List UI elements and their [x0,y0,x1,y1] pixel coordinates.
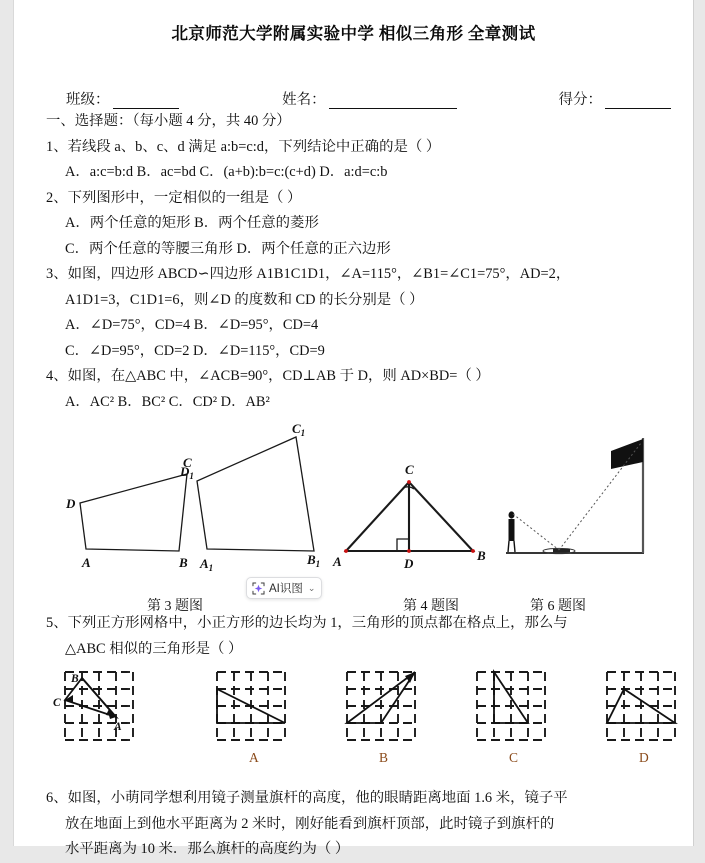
question-2-stem: 2、下列图形中，一定相似的一组是（ ） [46,189,302,206]
figure-3-quadrilateral-abcd [80,474,187,551]
questions-block [14,109,693,415]
question-6-stem-line1: 6、如图，小萌同学想利用镜子测量旗杆的高度，他的眼睛距离地面 1.6 米，镜子平 [46,790,568,806]
grid-ref-label-B: B [71,673,79,685]
question-3-stem-line1: 3、如图，四边形 ABCD∽四边形 A1B1C1D1，∠A=115°，∠B1=∠C1=75°，AD=2， [46,266,571,282]
grid-option-d[interactable] [607,672,675,740]
page-title: 北京师范大学附属实验中学 相似三角形 全章测试 [171,24,536,43]
ai-recognize-image-label: AI识图 [269,583,303,595]
figure-4-caption: 第 4 题图 [403,599,459,614]
question-6-stem-line3: 水平距离为 10 米．那么旗杆的高度约为（ ） [65,841,350,857]
figure-4-triangle-abc [346,482,473,551]
field-name[interactable] [282,88,457,109]
question-4-options[interactable]: A．AC² B．BC² C．CD² D．AB² [65,393,270,410]
fig4-label-B: B [477,548,486,563]
question-2-options-row2[interactable]: C．两个任意的等腰三角形 D．两个任意的正六边形 [65,240,391,257]
fig3-label-D1: $D_1$ [180,464,194,481]
question-5-block [14,611,693,662]
fig3-label-C: C [183,455,192,470]
question-5-grid-options [14,666,693,772]
figures-svg [14,421,695,581]
grid-option-c-label: C [509,750,519,765]
figure-3-quadrilateral-a1b1c1d1 [197,437,314,551]
fig4-label-D: D [404,556,414,571]
ai-scan-sparkle-icon [252,582,265,595]
question-1-stem: 1、若线段 a、b、c、d 满足 a:b=c:d，下列结论中正确的是（ ） [46,138,441,155]
question-5-stem-line2: △ABC 相似的三角形是（ ） [65,640,243,657]
grid-ref-label-A: A [114,721,122,733]
fig3-label-A1: $A_1$ [200,556,214,573]
figure-3-caption: 第 3 题图 [147,599,203,614]
grid-option-a-label: A [249,750,259,765]
figure-6-person [508,511,515,552]
fig3-label-C1: $C_1$ [292,421,306,438]
field-class-blank[interactable] [113,96,179,109]
question-6-stem-line2: 放在地面上到他水平距离为 2 米时，刚好能看到旗杆顶部，此时镜子到旗杆的 [65,815,555,832]
question-1-options[interactable]: A．a:c=b:d B．ac=bd C．(a+b):b=c:(c+d) D．a:d=c:b [65,164,388,180]
question-3-stem-line2: A1D1=3，C1D1=6，则∠D 的度数和 CD 的长分别是（ ） [65,291,424,308]
section-heading: 一、选择题：（每小题 4 分，共 40 分） [46,113,291,129]
fig4-label-C: C [405,462,414,477]
question-3-options-row2[interactable]: C．∠D=95°，CD=2 D．∠D=115°，CD=9 [65,342,325,359]
question-6-block [14,786,693,863]
figure-6-mirror-flagpole [506,438,644,554]
question-3-options-row1[interactable]: A．∠D=75°，CD=4 B．∠D=95°，CD=4 [65,317,319,333]
field-name-blank[interactable] [329,96,457,109]
field-class-label: 班级： [66,92,110,108]
grid-option-a[interactable] [217,672,285,740]
fig3-label-D: D [66,496,76,511]
field-score[interactable] [559,88,672,109]
fig4-label-A: A [333,554,342,569]
fig3-label-A: A [82,555,91,570]
question-5-stem-line1: 5、下列正方形网格中，小正方形的边长均为 1，三角形的顶点都在格点上，那么与 [46,615,568,631]
field-class[interactable] [66,88,179,109]
header-fields-row [14,88,693,109]
field-name-label: 姓名： [282,92,326,108]
figure-6-caption: 第 6 题图 [530,599,586,614]
grid-ref-label-C: C [53,697,61,709]
question-4-stem: 4、如图，在△ABC 中，∠ACB=90°，CD⊥AB 于 D，则 AD×BD=（ ） [46,368,490,384]
chevron-down-icon[interactable]: ⌄ [307,582,316,593]
grid-option-b[interactable] [347,672,415,740]
grid-options-svg [14,666,695,752]
field-score-blank[interactable] [605,96,671,109]
question-2-options-row1[interactable]: A．两个任意的矩形 B．两个任意的菱形 [65,215,319,231]
figure-4-right-angle-marks [397,487,414,551]
ai-recognize-image-button[interactable] [246,577,322,599]
grid-option-b-label: B [379,750,389,765]
fig3-label-B1: $B_1$ [307,552,321,569]
grid-option-c[interactable] [477,672,545,740]
fig3-label-B: B [179,555,188,570]
grid-option-d-label: D [639,750,649,765]
field-score-label: 得分： [558,92,602,108]
document-page [13,0,694,857]
figures-strip [14,421,693,614]
